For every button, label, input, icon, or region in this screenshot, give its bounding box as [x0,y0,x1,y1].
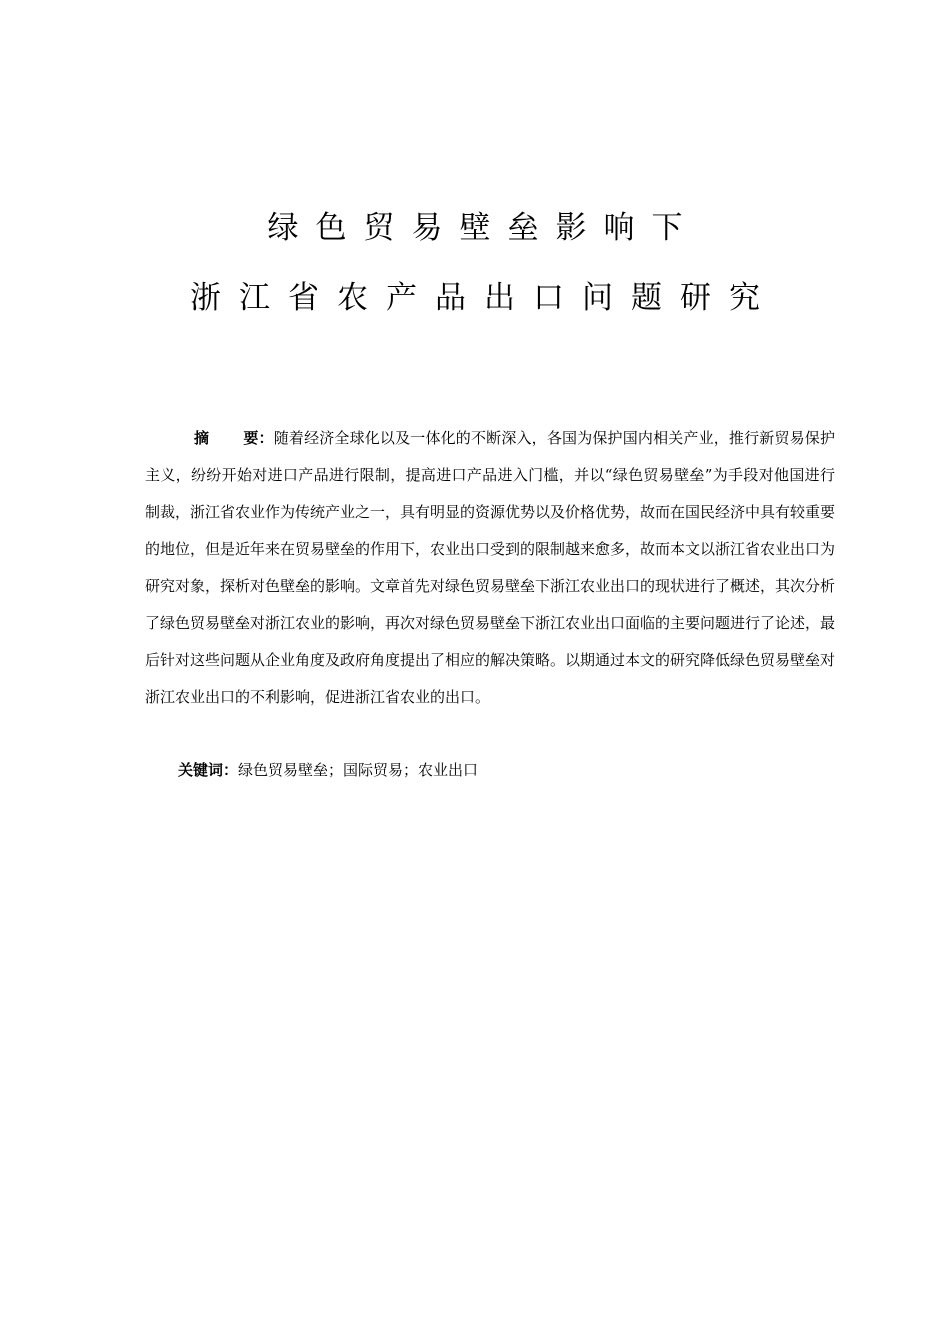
keywords-line [178,752,835,789]
keywords-label: 关键词： [178,761,239,779]
title-line-2: 浙江省农产品出口问题研究 [190,280,778,316]
abstract-text: 随着经济全球化以及一体化的不断深入，各国为保护国内相关产业，推行新贸易保护主义，纷纷开始对进口产品进行限制，提高进口产品进入门槛，并以“绿色贸易壁垒”为手段对他国进行制裁，浙江省农业作为传统产业之一，具有明显的资源优势以及价格优势，故而在国民经济中具有较重要的地位，但是近年来在贸易壁垒的作用下，农业出口受到的限制越来愈多，故而本文以浙江省农业出口为研究对象，探析对色壁垒的影响。文章首先对绿色贸易壁垒下浙江农业出口的现状进行了概述，其次分析了绿色贸易壁垒对浙江农业的影响，再次对绿色贸易壁垒下浙江农业出口面临的主要问题进行了论述，最后针对这些问题从企业角度及政府角度提出了相应的解决策略。以期通过本文的研究降低绿色贸易壁垒对浙江农业出口的不利影响，促进浙江省农业的出口。 [145,429,836,706]
title-line-1: 绿色贸易壁垒影响下 [267,210,700,246]
abstract-label-second: 要： [243,429,274,447]
abstract-paragraph [145,420,835,716]
keywords-text: 绿色贸易壁垒；国际贸易；农业出口 [238,761,479,779]
abstract-label-first: 摘 [194,429,210,447]
